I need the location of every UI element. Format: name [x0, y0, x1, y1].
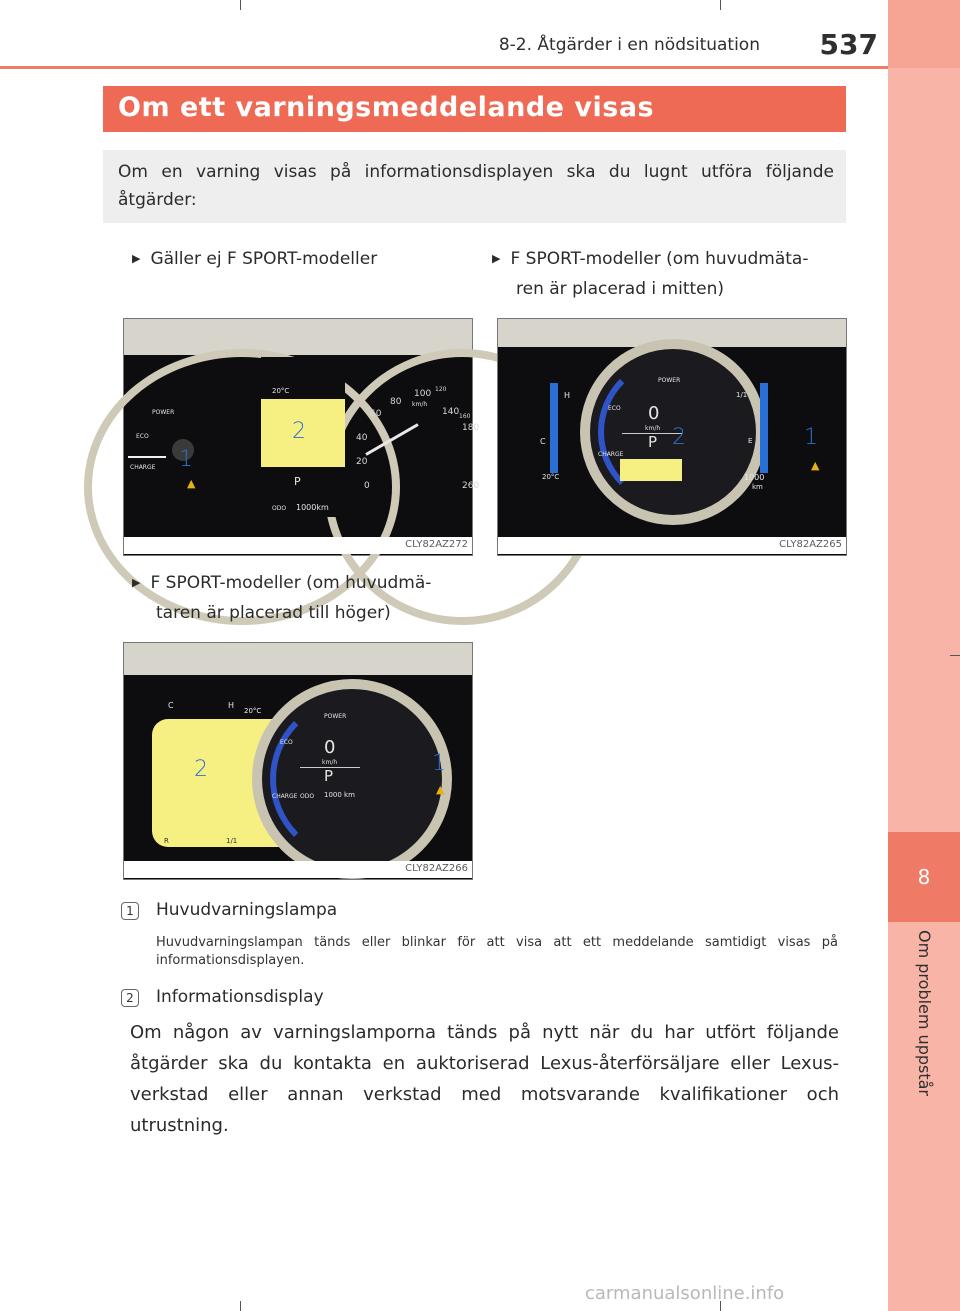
- power-needle: [128, 456, 166, 458]
- speed-tick: 140: [442, 407, 460, 417]
- power-label: POWER: [324, 713, 347, 720]
- fuel-empty-label: E: [748, 437, 753, 445]
- power-arc: [270, 697, 434, 861]
- eco-label: ECO: [136, 433, 149, 440]
- figure-3-caption-line2: taren är placerad till höger): [156, 603, 391, 623]
- body-paragraph: Om någon av varningslamporna tänds på nytt när du har utfört följande åtgärder ska du kontakta en auktoriserad Lexus-återförsäljare eller Lexus-verkstad eller annan verkstad med motsvarande kvalifikationer och utrustning.: [130, 1022, 839, 1136]
- dash-hood: [124, 643, 472, 675]
- master-warning-icon: ▲: [187, 477, 196, 490]
- fuel-full-label: 1/1: [226, 837, 238, 845]
- speed-tick: 60: [370, 409, 382, 419]
- hot-label: H: [564, 391, 571, 400]
- speed-tick: 0: [364, 481, 370, 491]
- figure-1-code: CLY82AZ272: [405, 539, 468, 550]
- hot-label: H: [228, 701, 235, 710]
- gear-indicator: P: [324, 767, 334, 785]
- kmh-label: km/h: [412, 401, 428, 408]
- reserve-label: R: [164, 837, 169, 845]
- figure-2-caption-line2: ren är placerad i mitten): [516, 279, 725, 299]
- fuel-full-label: 1/1: [736, 391, 748, 399]
- speed-tick: 120: [435, 386, 447, 393]
- callout-1: 1: [179, 447, 193, 472]
- charge-label: CHARGE: [130, 464, 156, 471]
- speed-readout: 0: [648, 403, 660, 424]
- power-label: POWER: [152, 409, 175, 416]
- speed-tick: 180: [462, 423, 480, 433]
- cold-label: C: [540, 437, 546, 446]
- callout-2: 2: [292, 419, 306, 444]
- temp-label: 20°C: [542, 473, 560, 481]
- speed-tick: 160: [459, 413, 471, 420]
- crop-mark: [240, 0, 241, 10]
- legend-1-description: Huvudvarningslampan tänds eller blinkar för att visa att ett meddelande samtidigt visas på informationsdisplayen.: [156, 935, 838, 968]
- gear-indicator: P: [648, 433, 658, 451]
- temp-bar: [550, 383, 558, 473]
- charge-label: CHARGE: [272, 793, 298, 800]
- crop-mark: [720, 0, 721, 10]
- watermark: carmanualsonline.info: [585, 1283, 785, 1304]
- information-display: [620, 459, 682, 481]
- speed-tick: 260: [462, 481, 480, 491]
- side-tab-band-top: [888, 0, 960, 68]
- speed-tick: 20: [356, 457, 368, 467]
- figure-3-caption-line1: F SPORT-modeller (om huvudmä-: [150, 573, 432, 593]
- temp-label: 20°C: [244, 707, 262, 715]
- figure-3-caption: [132, 568, 431, 628]
- triangle-bullet-icon: ▶: [132, 576, 141, 589]
- crop-mark: [950, 655, 960, 656]
- odo-label: ODO: [300, 793, 315, 800]
- triangle-bullet-icon: ▶: [132, 252, 141, 265]
- figure-3-dashboard: [123, 642, 473, 880]
- legend-2-label: Informationsdisplay: [156, 987, 324, 1007]
- section-heading: Om ett varningsmeddelande visas: [118, 92, 655, 123]
- gear-indicator: P: [294, 475, 301, 488]
- legend-1-label: Huvudvarningslampa: [156, 900, 338, 920]
- header-rule: [0, 66, 888, 69]
- odo-value: 1000km: [296, 503, 329, 512]
- speed-readout: 0: [324, 737, 336, 758]
- callout-2: 2: [194, 757, 208, 782]
- kmh-label: km/h: [645, 425, 661, 432]
- cold-label: C: [168, 701, 174, 710]
- range-unit: km: [752, 483, 763, 491]
- power-label: POWER: [658, 377, 681, 384]
- figure-2-caption: [492, 244, 808, 304]
- figure-1-caption: [132, 244, 377, 274]
- legend-badge-2: 2: [121, 989, 139, 1007]
- chapter-tab[interactable]: 8: [888, 832, 960, 922]
- crop-mark: [240, 1301, 241, 1311]
- chapter-side-label: Om problem uppstår: [915, 930, 934, 1096]
- figure-3-code: CLY82AZ266: [405, 863, 468, 874]
- dash-hood: [124, 319, 472, 355]
- master-warning-icon: ▲: [436, 783, 445, 796]
- speed-tick: 40: [356, 433, 368, 443]
- figure-2-dashboard: [497, 318, 847, 556]
- figure-1-dashboard: [123, 318, 480, 556]
- charge-label: CHARGE: [598, 451, 624, 458]
- section-title: 8-2. Åtgärder i en nödsituation: [498, 35, 760, 55]
- temp-label: 20°C: [272, 387, 290, 395]
- figure-2-code: CLY82AZ265: [779, 539, 842, 550]
- callout-2: 2: [672, 425, 686, 450]
- speed-tick: 100: [414, 389, 432, 399]
- callout-1: 1: [804, 425, 818, 450]
- figure-2-caption-line1: F SPORT-modeller (om huvudmäta-: [510, 249, 809, 269]
- master-warning-icon: ▲: [811, 459, 820, 472]
- fuel-bar: [760, 383, 768, 473]
- triangle-bullet-icon: ▶: [492, 252, 501, 265]
- speed-tick: 80: [390, 397, 402, 407]
- page-number: 537: [819, 28, 878, 61]
- callout-1: 1: [432, 751, 446, 776]
- range-value: 1000: [744, 473, 765, 482]
- figure-1-caption-text: Gäller ej F SPORT-modeller: [150, 249, 378, 269]
- eco-label: ECO: [608, 405, 621, 412]
- eco-label: ECO: [280, 739, 293, 746]
- kmh-label: km/h: [322, 759, 338, 766]
- odo-value: 1000 km: [324, 791, 355, 799]
- odo-label: ODO: [272, 505, 287, 512]
- legend-badge-1: 1: [121, 902, 139, 920]
- intro-text: Om en varning visas på informationsdisplayen ska du lugnt utföra följande åtgärder:: [118, 162, 834, 210]
